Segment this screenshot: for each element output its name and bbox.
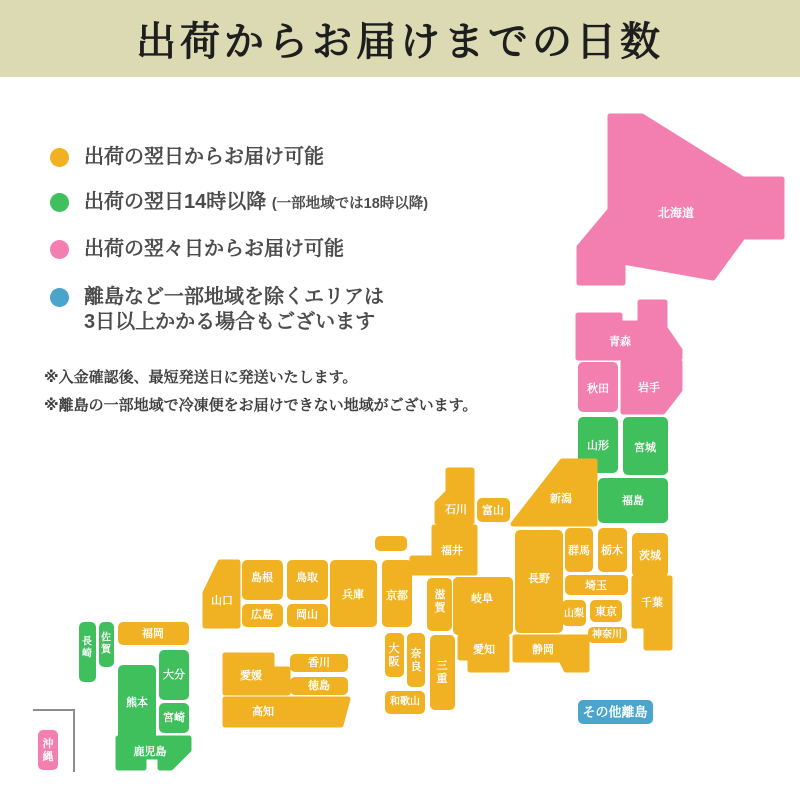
map-region-label: 茨城 [639, 550, 661, 562]
map-region-label: 福井 [441, 545, 463, 557]
legend-label-main: 出荷の翌日14時以降 [84, 191, 267, 213]
legend-label: 出荷の翌々日からお届け可能 [84, 238, 344, 260]
map-region-label: 奈良 [410, 648, 422, 673]
map-region [287, 560, 328, 600]
legend-label-line1: 離島など一部地域を除くエリアは [84, 286, 384, 308]
map-region [99, 622, 114, 667]
map-region-label: 秋田 [587, 383, 609, 395]
map-region [225, 699, 348, 725]
map-region-label: 香川 [308, 657, 330, 669]
map-region [634, 578, 670, 648]
map-region [159, 703, 189, 733]
map-region [290, 677, 348, 695]
map-region-label: 山口 [211, 595, 233, 607]
map-region-label: 島根 [251, 572, 273, 584]
map-region [290, 654, 348, 672]
map-region-label: 福島 [622, 495, 644, 507]
map-region-label: 高知 [252, 706, 274, 718]
map-region [437, 470, 472, 522]
map-region [565, 528, 593, 572]
map-region [578, 700, 653, 724]
map-region-label: 愛知 [473, 644, 495, 656]
map-region-label: 長崎 [82, 636, 92, 660]
map-region-label: 京都 [386, 590, 408, 602]
map-region [287, 604, 328, 627]
map-region-label: 青森 [609, 336, 631, 348]
map-region [242, 560, 283, 600]
map-region-label: 沖縄 [42, 738, 54, 763]
map-region-label: 佐賀 [101, 632, 111, 656]
map-region [588, 627, 627, 643]
map-region [205, 562, 238, 626]
map-region-label: 愛媛 [240, 670, 262, 682]
legend-item-next-day [50, 145, 324, 170]
map-region [242, 604, 283, 627]
map-region [562, 600, 586, 626]
map-region-label: 宮崎 [163, 712, 185, 724]
map-region-label: 岩手 [638, 382, 660, 394]
map-region-label: 三重 [436, 660, 448, 685]
map-region-label: 富山 [482, 505, 504, 517]
map-region [477, 498, 510, 522]
map-region-label: 大分 [163, 669, 185, 681]
map-region [579, 116, 782, 283]
map-region-label: 熊本 [126, 697, 148, 709]
map-region [460, 637, 507, 670]
map-region-label: 山形 [587, 440, 609, 452]
map-region-label: 徳島 [308, 680, 330, 692]
legend-label: 出荷の翌日からお届け可能 [84, 146, 324, 168]
map-region-label: 福岡 [142, 628, 164, 640]
map-region [453, 577, 513, 635]
legend-label [84, 285, 384, 335]
map-region-label: 兵庫 [342, 589, 364, 601]
pink-dot-icon [50, 240, 69, 259]
map-region [515, 530, 563, 633]
map-region-label: 埼玉 [585, 580, 607, 592]
map-region [590, 600, 622, 622]
map-region [623, 417, 668, 475]
map-region-label: 神奈川 [592, 629, 622, 641]
map-region-label: 北海道 [657, 206, 695, 220]
note-payment: ※入金確認後、最短発送日に発送いたします。 [44, 369, 358, 386]
map-region-label: 大阪 [388, 643, 400, 668]
map-region-label: 宮城 [634, 442, 656, 454]
map-region [515, 637, 587, 670]
map-region [225, 655, 288, 693]
map-region-label: 山梨 [564, 608, 584, 620]
map-region [513, 461, 595, 524]
map-region-label: 広島 [251, 609, 273, 621]
map-region-label: 鳥取 [296, 572, 318, 584]
map-region [632, 533, 668, 577]
page-title: 出荷からお届けまでの日数 [136, 19, 664, 64]
map-region [118, 738, 189, 768]
header [0, 0, 800, 77]
legend-label-note: (一部地域では18時以降) [271, 196, 429, 212]
map-region [578, 302, 680, 358]
note-frozen-delivery: ※離島の一部地域で冷凍便をお届けできない地域がございます。 [44, 397, 478, 414]
map-region [79, 622, 96, 682]
map-region-label: 群馬 [568, 545, 590, 557]
legend-item-next-day-after-14 [50, 190, 428, 217]
map-region-label: 和歌山 [390, 696, 420, 708]
map-region [427, 578, 452, 631]
map-region-label: 岡山 [296, 609, 318, 621]
map-region-label: 栃木 [601, 545, 623, 557]
map-region [385, 691, 425, 714]
map-region [118, 665, 156, 742]
yellow-dot-icon [50, 148, 69, 167]
green-dot-icon [50, 193, 69, 212]
map-region-label: 千葉 [641, 597, 663, 609]
map-region-label: 石川 [445, 504, 467, 516]
map-region-label: 東京 [595, 606, 617, 618]
map-region [118, 622, 189, 645]
blue-dot-icon [50, 288, 69, 307]
map-region-label: 静岡 [532, 644, 554, 656]
map-region [430, 635, 455, 710]
map-region [382, 560, 412, 627]
map-region-label: 長野 [528, 573, 550, 585]
map-region-label: 新潟 [550, 493, 572, 505]
map-region [623, 362, 680, 412]
map-region [330, 560, 377, 627]
map-region [598, 528, 627, 572]
map-region [565, 575, 628, 595]
map-region-label: 岐阜 [471, 593, 493, 605]
legend-label [84, 190, 428, 217]
legend-label-line2: 3日以上かかる場合もございます [84, 311, 376, 333]
map-region-label: その他離島 [582, 704, 648, 720]
map-region-label: 滋賀 [434, 589, 446, 614]
legend-item-remote-islands [50, 285, 384, 335]
map-region [159, 650, 189, 700]
map-region [385, 633, 404, 677]
map-region [38, 730, 58, 770]
legend-item-two-days [50, 237, 344, 262]
map-region [598, 478, 668, 523]
map-region-label: 鹿児島 [133, 746, 167, 758]
map-region [578, 362, 618, 412]
map-region [407, 633, 425, 687]
